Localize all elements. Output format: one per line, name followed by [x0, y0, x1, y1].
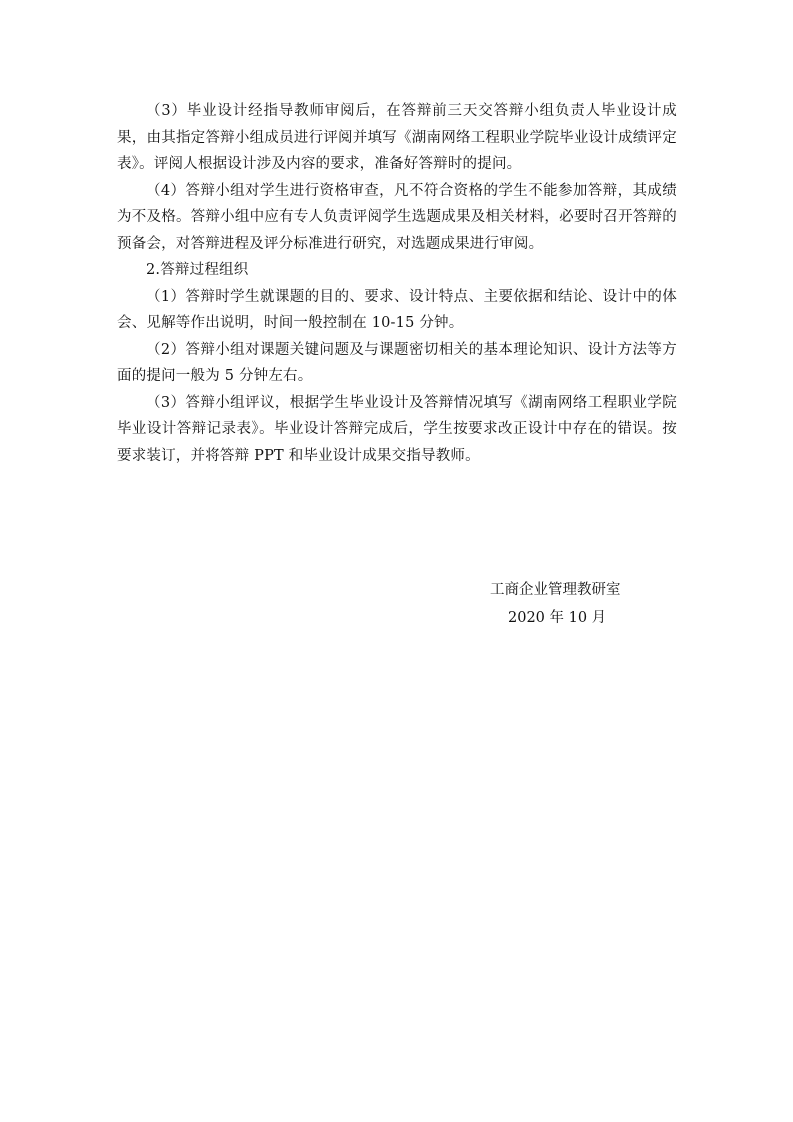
- paragraph-defense-evaluation: （3）答辩小组评议，根据学生毕业设计及答辩情况填写《湖南网络工程职业学院毕业设计答辩记录表》。毕业设计答辩完成后，学生按要求改正设计中存在的错误。按要求装订，并将答辩 PPT 和毕业设计成果交指导教师。: [117, 394, 677, 464]
- document-body: [117, 98, 677, 469]
- paragraph-qualification-check: （4）答辩小组对学生进行资格审查，凡不符合资格的学生不能参加答辩，其成绩为不及格。答辩小组中应有专人负责评阅学生选题成果及相关材料，必要时召开答辩的预备会，对答辩进程及评分标准进行研究，对选题成果进行审阅。: [117, 182, 677, 252]
- signature-block: [490, 576, 640, 632]
- paragraph-review-submission: （3）毕业设计经指导教师审阅后，在答辩前三天交答辩小组负责人毕业设计成果，由其指定答辩小组成员进行评阅并填写《湖南网络工程职业学院毕业设计成绩评定表》。评阅人根据设计涉及内容的要求，准备好答辩时的提问。: [117, 103, 677, 172]
- paragraph-defense-questions: （2）答辩小组对课题关键问题及与课题密切相关的基本理论知识、设计方法等方面的提问一般为 5 分钟左右。: [117, 341, 677, 384]
- signature-date: 2020 年 10 月: [508, 610, 607, 626]
- paragraph-defense-presentation: （1）答辩时学生就课题的目的、要求、设计特点、主要依据和结论、设计中的体会、见解等作出说明，时间一般控制在 10-15 分钟。: [117, 288, 677, 331]
- section-heading-defense-process: 2.答辩过程组织: [146, 262, 249, 278]
- signature-department: 工商企业管理教研室: [490, 582, 621, 598]
